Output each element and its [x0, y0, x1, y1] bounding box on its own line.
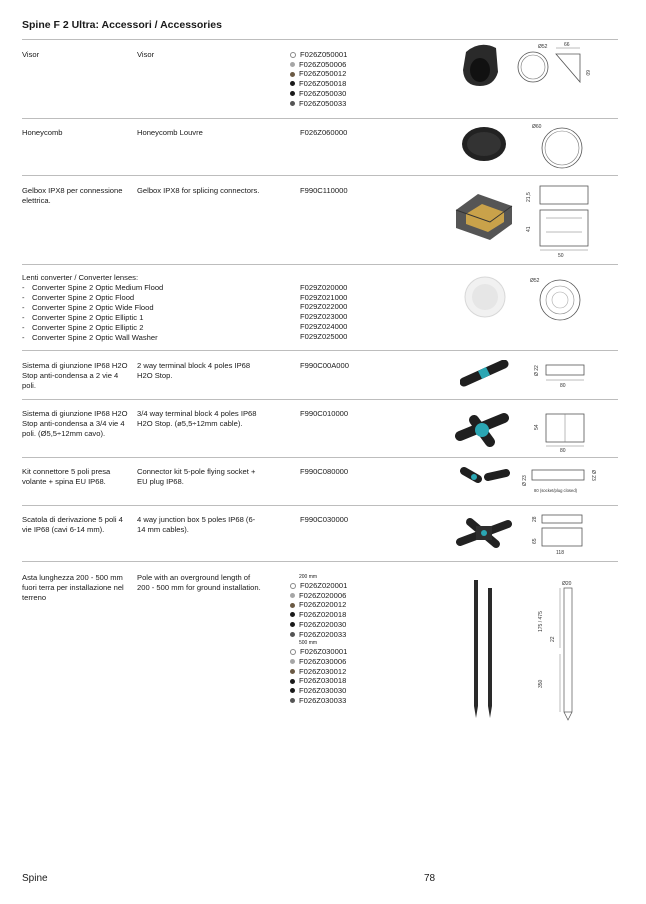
connector-kit-photo — [460, 463, 510, 489]
terminal-2way-drawing — [532, 360, 592, 390]
footer-series-name: Spine — [22, 873, 48, 884]
svg-text:80: 80 — [560, 448, 566, 454]
color-dot — [290, 649, 296, 655]
length-label: 500 mm — [299, 640, 318, 647]
code-list — [290, 283, 347, 341]
code-item: F026Z050006 — [290, 60, 347, 70]
svg-text:66: 66 — [564, 42, 570, 48]
gelbox-photo — [452, 188, 516, 244]
gelbox-drawing — [522, 184, 594, 260]
svg-text:65: 65 — [532, 538, 538, 544]
description-it: Honeycomb — [22, 128, 63, 137]
svg-text:80 (socket/plug closed): 80 (socket/plug closed) — [534, 488, 578, 493]
list-item: - Converter Spine 2 Optic Medium Flood — [22, 283, 282, 293]
code-item: F026Z030006 — [290, 657, 347, 667]
svg-text:Ø20: Ø20 — [562, 581, 572, 587]
code-item: F026Z030033 — [290, 696, 347, 706]
description-en: Pole with an overground length of 200 - 500 mm for ground installation. — [137, 573, 261, 592]
list-item: - Converter Spine 2 Optic Elliptic 2 — [22, 323, 282, 333]
page-title: Spine F 2 Ultra: Accessori / Accessories — [22, 19, 222, 31]
code-item: F026Z060000 — [300, 128, 348, 137]
color-dot — [290, 91, 295, 96]
description-it: Asta lunghezza 200 - 500 mm fuori terra per installazione nel terreno — [22, 573, 124, 602]
code-item: F026Z030001 — [290, 647, 347, 657]
svg-text:28: 28 — [532, 516, 538, 522]
color-dot — [290, 52, 296, 58]
svg-text:Ø52: Ø52 — [538, 44, 548, 50]
svg-text:80: 80 — [560, 383, 566, 389]
code-item: F026Z030012 — [290, 667, 347, 677]
description-it: Sistema di giunzione IP68 H2O Stop anti-condensa a 3/4 vie 4 poli. (Ø5,5÷12mm cavo). — [22, 409, 128, 438]
svg-text:Ø 23: Ø 23 — [590, 470, 596, 481]
code-list — [290, 409, 348, 419]
code-item: F029Z023000 — [300, 312, 348, 322]
code-list — [290, 361, 349, 371]
color-dot — [290, 593, 295, 598]
terminal-2way-photo — [460, 360, 510, 388]
code-item: F029Z022000 — [300, 302, 348, 312]
svg-text:21,5: 21,5 — [526, 192, 532, 202]
divider — [22, 457, 618, 458]
color-dot — [290, 679, 295, 684]
description-en: Visor — [137, 50, 155, 59]
divider — [22, 118, 618, 119]
code-item: F026Z020030 — [290, 620, 347, 630]
svg-text:50: 50 — [558, 253, 564, 259]
code-item: F029Z020000 — [300, 283, 348, 292]
code-item: F026Z020018 — [290, 610, 347, 620]
code-item: F029Z025000 — [300, 331, 348, 341]
code-item: F026Z050030 — [290, 89, 347, 99]
description-en: Connector kit 5-pole flying socket + EU plug IP68. — [137, 467, 256, 486]
page-number: 78 — [424, 873, 436, 884]
description-en: Honeycomb Louvre — [137, 128, 203, 137]
color-dot — [290, 603, 295, 608]
description-it: Scatola di derivazione 5 poli 4 vie IP68 (cavi 6-14 mm). — [22, 515, 123, 534]
list-title: Lenti converter / Converter lenses: — [22, 273, 139, 282]
svg-text:Ø52: Ø52 — [530, 278, 540, 284]
code-item: F026Z050018 — [290, 79, 347, 89]
description-it: Visor — [22, 50, 40, 59]
svg-text:118: 118 — [556, 550, 564, 556]
code-item: F026Z020006 — [290, 591, 347, 601]
visor-drawing — [514, 40, 594, 92]
code-item: F026Z020012 — [290, 600, 347, 610]
code-list — [290, 467, 348, 477]
color-dot — [290, 622, 295, 627]
list-item: - Converter Spine 2 Optic Wide Flood — [22, 303, 282, 313]
list-item: - Converter Spine 2 Optic Elliptic 1 — [22, 313, 282, 323]
color-dot — [290, 62, 295, 67]
lens-photo — [462, 274, 508, 320]
divider — [22, 505, 618, 506]
junction-box-drawing — [530, 512, 590, 556]
divider — [22, 561, 618, 562]
divider — [22, 399, 618, 400]
terminal-34way-photo — [454, 408, 512, 450]
color-dot — [290, 612, 295, 617]
list-item: - Converter Spine 2 Optic Flood — [22, 293, 282, 303]
divider — [22, 175, 618, 176]
honeycomb-photo — [460, 124, 508, 164]
code-list — [290, 515, 348, 525]
color-dot — [290, 72, 295, 77]
code-list — [290, 50, 347, 108]
description-en: 2 way terminal block 4 poles IP68 H2O Stop. — [137, 361, 251, 380]
description-en: 4 way junction box 5 poles IP68 (6-14 mm cables). — [137, 515, 256, 534]
svg-text:60: 60 — [584, 70, 590, 76]
color-dot — [290, 669, 295, 674]
code-item: F026Z030030 — [290, 686, 347, 696]
pole-drawing — [530, 576, 590, 722]
color-dot — [290, 688, 295, 693]
code-item: F026Z020033 — [290, 630, 347, 640]
code-item: F026Z050001 — [290, 50, 347, 60]
converter-lenses-list — [22, 273, 282, 343]
code-item: F990C010000 — [300, 409, 349, 418]
divider — [22, 264, 618, 265]
svg-text:350: 350 — [538, 679, 544, 688]
terminal-34way-drawing — [532, 410, 592, 454]
svg-text:41: 41 — [526, 226, 532, 232]
svg-text:175 / 475: 175 / 475 — [538, 611, 544, 632]
divider — [22, 350, 618, 351]
code-item: F026Z030018 — [290, 676, 347, 686]
lens-drawing — [530, 272, 590, 322]
code-item: F026Z050033 — [290, 99, 347, 109]
code-item: F990C00A000 — [300, 361, 349, 370]
code-list — [290, 573, 347, 705]
description-it: Sistema di giunzione IP68 H2O Stop anti-condensa a 2 vie 4 poli. — [22, 361, 128, 390]
svg-text:22: 22 — [550, 636, 556, 642]
pole-photo — [466, 578, 500, 722]
code-item: F029Z024000 — [300, 321, 348, 331]
description-en: 3/4 way terminal block 4 poles IP68 H2O Stop. (ø5,5÷12mm cable). — [137, 409, 257, 428]
connector-kit-drawing — [520, 464, 596, 496]
code-item: F029Z021000 — [300, 292, 348, 302]
description-en: Gelbox IPX8 for splicing connectors. — [137, 186, 260, 195]
list-item: - Converter Spine 2 Optic Wall Washer — [22, 333, 282, 343]
color-dot — [290, 698, 295, 703]
code-item: F026Z050012 — [290, 69, 347, 79]
color-dot — [290, 101, 295, 106]
color-dot — [290, 583, 296, 589]
honeycomb-drawing — [532, 120, 592, 170]
code-item: F990C110000 — [300, 186, 348, 195]
color-dot — [290, 81, 295, 86]
code-list — [290, 128, 347, 138]
color-dot — [290, 632, 295, 637]
description-it: Gelbox IPX8 per connessione elettrica. — [22, 186, 123, 205]
description-it: Kit connettore 5 poli presa volante + spina EU IP68. — [22, 467, 111, 486]
color-dot — [290, 659, 295, 664]
svg-text:54: 54 — [534, 424, 540, 430]
visor-photo — [458, 42, 502, 88]
length-label: 200 mm — [299, 574, 318, 580]
code-item: F990C030000 — [300, 515, 349, 524]
svg-text:Ø 22: Ø 22 — [534, 365, 540, 376]
svg-text:Ø60: Ø60 — [532, 124, 542, 130]
junction-box-photo — [454, 512, 514, 554]
code-item: F026Z020001 — [290, 581, 347, 591]
code-item: F990C080000 — [300, 467, 349, 476]
svg-text:Ø 23: Ø 23 — [522, 475, 528, 486]
code-list — [290, 186, 348, 196]
